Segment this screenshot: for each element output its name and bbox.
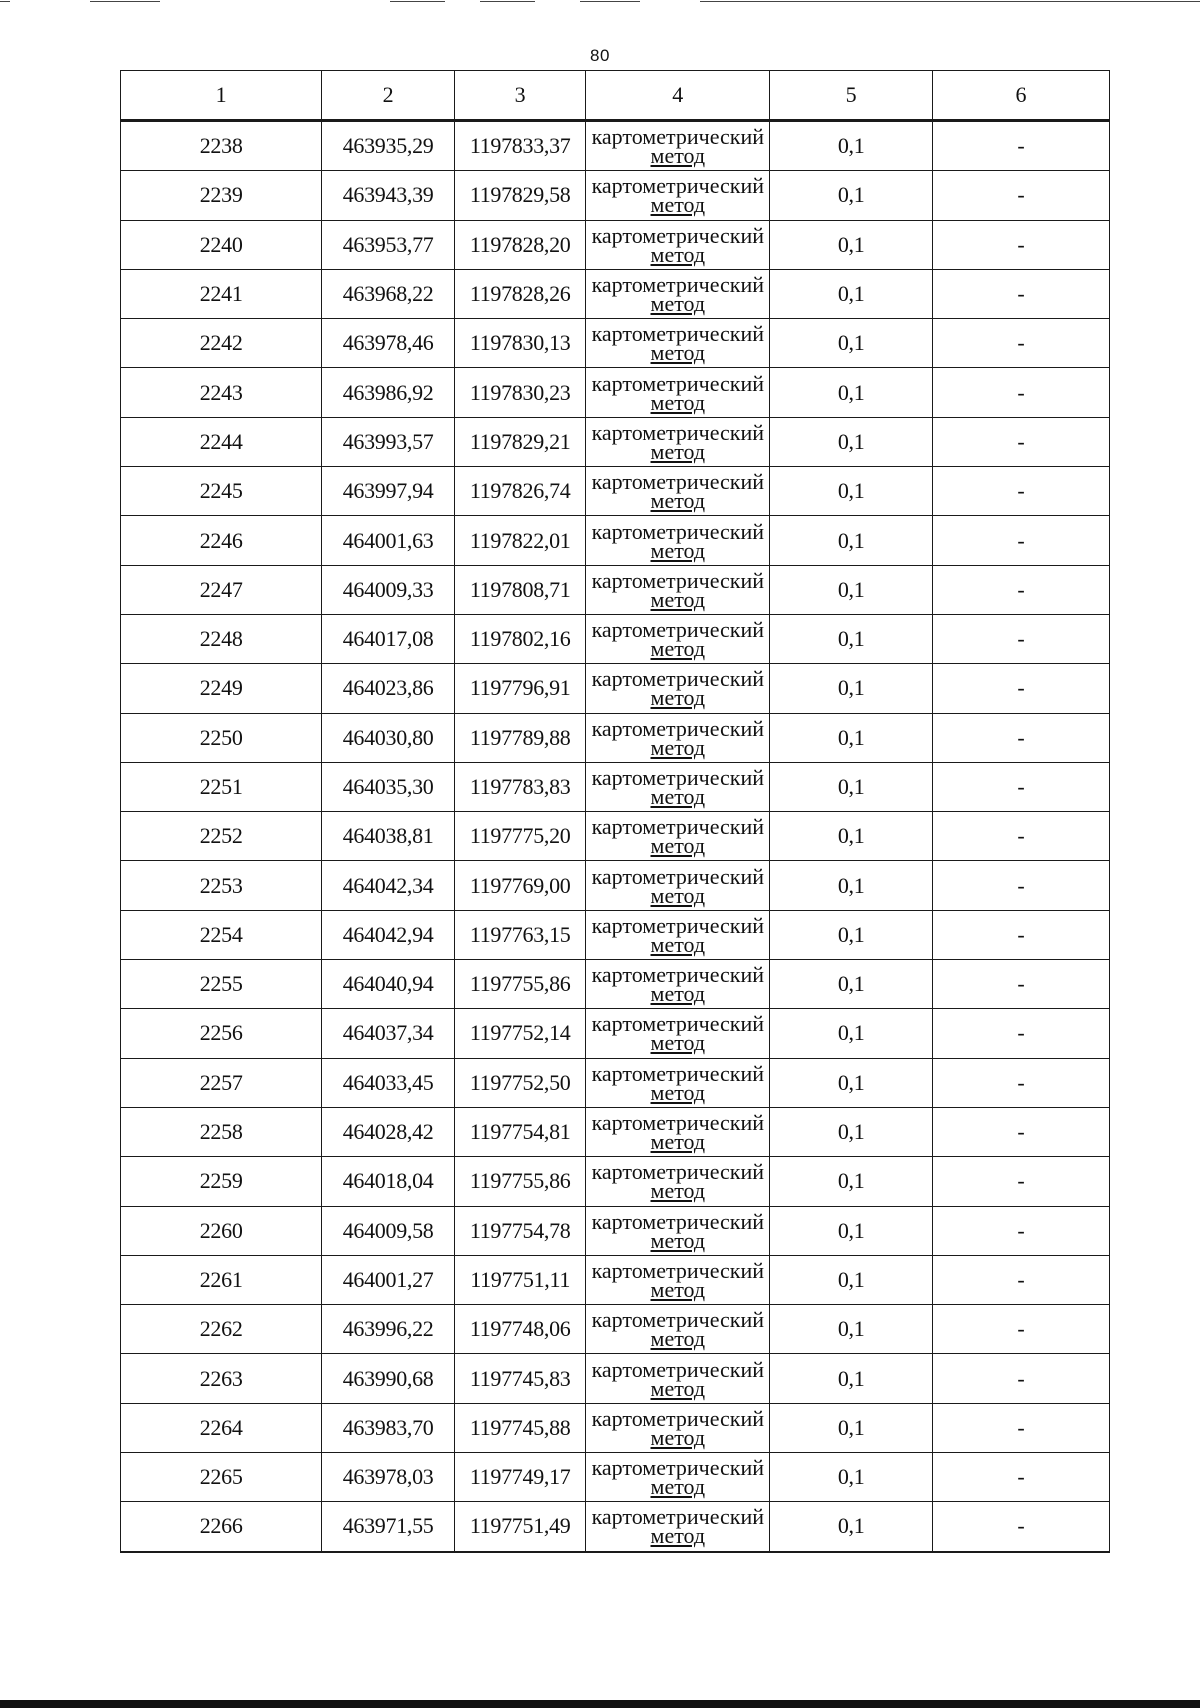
x-coordinate-cell: 464001,27	[322, 1255, 455, 1304]
y-coordinate-cell: 1197830,13	[454, 319, 585, 368]
method-line-2: метод	[650, 1227, 706, 1253]
point-number-cell: 2264	[121, 1403, 322, 1452]
table-row	[121, 1403, 1110, 1452]
x-coordinate-cell: 464001,63	[322, 516, 455, 565]
note-cell: -	[933, 1157, 1110, 1206]
table-row	[121, 516, 1110, 565]
y-coordinate-cell: 1197752,50	[454, 1058, 585, 1107]
note-cell: -	[933, 417, 1110, 466]
note-cell: -	[933, 319, 1110, 368]
y-coordinate-cell: 1197829,58	[454, 171, 585, 220]
table-row	[121, 1354, 1110, 1403]
method-cell	[586, 812, 770, 861]
column-header-x: 2	[322, 71, 455, 121]
method-line-1: картометрический	[591, 666, 765, 692]
method-line-2: метод	[650, 981, 706, 1007]
method-line-2: метод	[650, 1424, 706, 1450]
method-cell	[586, 1206, 770, 1255]
method-cell	[586, 713, 770, 762]
point-number-cell: 2240	[121, 220, 322, 269]
point-number-cell: 2266	[121, 1502, 322, 1552]
accuracy-cell: 0,1	[770, 319, 933, 368]
point-number-cell: 2261	[121, 1255, 322, 1304]
point-number-cell: 2260	[121, 1206, 322, 1255]
method-cell	[586, 1058, 770, 1107]
x-coordinate-cell: 463971,55	[322, 1502, 455, 1552]
y-coordinate-cell: 1197796,91	[454, 664, 585, 713]
y-coordinate-cell: 1197830,23	[454, 368, 585, 417]
method-line-2: метод	[650, 192, 706, 218]
method-cell	[586, 762, 770, 811]
method-line-2: метод	[650, 438, 706, 464]
point-number-cell: 2253	[121, 861, 322, 910]
method-line-1: картометрический	[591, 962, 765, 988]
x-coordinate-cell: 464042,34	[322, 861, 455, 910]
method-line-2: метод	[650, 537, 706, 563]
method-line-1: картометрический	[591, 1060, 765, 1086]
x-coordinate-cell: 464037,34	[322, 1009, 455, 1058]
x-coordinate-cell: 464017,08	[322, 614, 455, 663]
table-row	[121, 960, 1110, 1009]
table-row	[121, 1107, 1110, 1156]
column-header-y: 3	[454, 71, 585, 121]
method-line-2: метод	[650, 833, 706, 859]
method-line-1: картометрический	[591, 814, 765, 840]
method-cell	[586, 861, 770, 910]
method-line-1: картометрический	[591, 1257, 765, 1283]
table-row	[121, 565, 1110, 614]
method-line-1: картометрический	[591, 1011, 765, 1037]
point-number-cell: 2245	[121, 467, 322, 516]
note-cell: -	[933, 1354, 1110, 1403]
method-line-1: картометрический	[591, 321, 765, 347]
note-cell: -	[933, 121, 1110, 171]
accuracy-cell: 0,1	[770, 861, 933, 910]
method-line-2: метод	[650, 291, 706, 317]
x-coordinate-cell: 463997,94	[322, 467, 455, 516]
point-number-cell: 2259	[121, 1157, 322, 1206]
point-number-cell: 2262	[121, 1305, 322, 1354]
y-coordinate-cell: 1197749,17	[454, 1453, 585, 1502]
method-line-2: метод	[650, 1030, 706, 1056]
method-cell	[586, 121, 770, 171]
method-cell	[586, 664, 770, 713]
y-coordinate-cell: 1197808,71	[454, 565, 585, 614]
method-line-2: метод	[650, 1375, 706, 1401]
method-cell	[586, 960, 770, 1009]
x-coordinate-cell: 463996,22	[322, 1305, 455, 1354]
method-cell	[586, 1157, 770, 1206]
method-line-2: метод	[650, 1079, 706, 1105]
table-row	[121, 812, 1110, 861]
note-cell: -	[933, 713, 1110, 762]
x-coordinate-cell: 464023,86	[322, 664, 455, 713]
x-coordinate-cell: 463986,92	[322, 368, 455, 417]
method-line-2: метод	[650, 241, 706, 267]
point-number-cell: 2258	[121, 1107, 322, 1156]
method-line-1: картометрический	[591, 765, 765, 790]
y-coordinate-cell: 1197754,81	[454, 1107, 585, 1156]
method-line-2: метод	[650, 389, 706, 415]
point-number-cell: 2249	[121, 664, 322, 713]
x-coordinate-cell: 464035,30	[322, 762, 455, 811]
method-line-2: метод	[650, 1129, 706, 1155]
accuracy-cell: 0,1	[770, 910, 933, 959]
x-coordinate-cell: 463978,46	[322, 319, 455, 368]
method-cell	[586, 1354, 770, 1403]
scan-bottom-edge	[0, 1700, 1200, 1708]
method-line-1: картометрический	[591, 222, 765, 248]
method-line-1: картометрический	[591, 1504, 765, 1530]
method-line-2: метод	[650, 488, 706, 514]
method-cell	[586, 1453, 770, 1502]
table-row	[121, 269, 1110, 318]
table-row	[121, 1255, 1110, 1304]
table-row	[121, 1502, 1110, 1552]
method-line-1: картометрический	[591, 370, 765, 396]
note-cell: -	[933, 664, 1110, 713]
y-coordinate-cell: 1197828,26	[454, 269, 585, 318]
accuracy-cell: 0,1	[770, 1453, 933, 1502]
x-coordinate-cell: 463978,03	[322, 1453, 455, 1502]
accuracy-cell: 0,1	[770, 664, 933, 713]
point-number-cell: 2254	[121, 910, 322, 959]
note-cell: -	[933, 614, 1110, 663]
page-number: 80	[590, 46, 610, 65]
accuracy-cell: 0,1	[770, 269, 933, 318]
accuracy-cell: 0,1	[770, 1354, 933, 1403]
method-line-1: картометрический	[591, 124, 765, 150]
method-line-1: картометрический	[591, 617, 765, 643]
method-line-2: метод	[650, 1276, 706, 1302]
point-number-cell: 2251	[121, 762, 322, 811]
method-cell	[586, 910, 770, 959]
note-cell: -	[933, 565, 1110, 614]
x-coordinate-cell: 464033,45	[322, 1058, 455, 1107]
y-coordinate-cell: 1197755,86	[454, 960, 585, 1009]
method-cell	[586, 1305, 770, 1354]
scan-top-edge	[0, 0, 1200, 6]
x-coordinate-cell: 463990,68	[322, 1354, 455, 1403]
accuracy-cell: 0,1	[770, 220, 933, 269]
method-line-2: метод	[650, 931, 706, 957]
method-line-1: картометрический	[591, 863, 765, 889]
note-cell: -	[933, 1305, 1110, 1354]
table-row	[121, 614, 1110, 663]
table-row	[121, 121, 1110, 171]
x-coordinate-cell: 463953,77	[322, 220, 455, 269]
method-cell	[586, 565, 770, 614]
table-row	[121, 319, 1110, 368]
method-line-1: картометрический	[591, 567, 765, 593]
method-line-1: картометрический	[591, 469, 765, 495]
accuracy-cell: 0,1	[770, 1255, 933, 1304]
column-header-note: 6	[933, 71, 1110, 121]
method-line-2: метод	[650, 586, 706, 612]
coordinates-table	[120, 70, 1110, 1553]
y-coordinate-cell: 1197828,20	[454, 220, 585, 269]
table-row	[121, 1206, 1110, 1255]
note-cell: -	[933, 1403, 1110, 1452]
table-row	[121, 417, 1110, 466]
accuracy-cell: 0,1	[770, 812, 933, 861]
x-coordinate-cell: 464040,94	[322, 960, 455, 1009]
accuracy-cell: 0,1	[770, 368, 933, 417]
accuracy-cell: 0,1	[770, 1206, 933, 1255]
header-row	[121, 71, 1110, 121]
method-line-1: картометрический	[591, 1110, 765, 1136]
x-coordinate-cell: 463935,29	[322, 121, 455, 171]
y-coordinate-cell: 1197748,06	[454, 1305, 585, 1354]
point-number-cell: 2265	[121, 1453, 322, 1502]
table-row	[121, 220, 1110, 269]
table-row	[121, 1009, 1110, 1058]
accuracy-cell: 0,1	[770, 1403, 933, 1452]
table-row	[121, 1157, 1110, 1206]
note-cell: -	[933, 812, 1110, 861]
note-cell: -	[933, 1009, 1110, 1058]
method-line-1: картометрический	[591, 715, 765, 741]
method-line-2: метод	[650, 1523, 706, 1549]
method-cell	[586, 1255, 770, 1304]
y-coordinate-cell: 1197755,86	[454, 1157, 585, 1206]
table-row	[121, 762, 1110, 811]
x-coordinate-cell: 464030,80	[322, 713, 455, 762]
note-cell: -	[933, 1206, 1110, 1255]
method-line-1: картометрический	[591, 272, 765, 298]
note-cell: -	[933, 516, 1110, 565]
note-cell: -	[933, 1058, 1110, 1107]
method-cell	[586, 1009, 770, 1058]
accuracy-cell: 0,1	[770, 417, 933, 466]
accuracy-cell: 0,1	[770, 516, 933, 565]
point-number-cell: 2243	[121, 368, 322, 417]
method-line-1: картометрический	[591, 1307, 765, 1333]
y-coordinate-cell: 1197745,88	[454, 1403, 585, 1452]
y-coordinate-cell: 1197802,16	[454, 614, 585, 663]
method-cell	[586, 516, 770, 565]
note-cell: -	[933, 368, 1110, 417]
note-cell: -	[933, 1502, 1110, 1552]
method-cell	[586, 319, 770, 368]
x-coordinate-cell: 464028,42	[322, 1107, 455, 1156]
point-number-cell: 2252	[121, 812, 322, 861]
note-cell: -	[933, 960, 1110, 1009]
x-coordinate-cell: 463993,57	[322, 417, 455, 466]
method-cell	[586, 171, 770, 220]
method-line-2: метод	[650, 1326, 706, 1352]
note-cell: -	[933, 762, 1110, 811]
accuracy-cell: 0,1	[770, 1107, 933, 1156]
table-row	[121, 713, 1110, 762]
point-number-cell: 2238	[121, 121, 322, 171]
method-cell	[586, 467, 770, 516]
point-number-cell: 2257	[121, 1058, 322, 1107]
table-row	[121, 1058, 1110, 1107]
table-row	[121, 467, 1110, 516]
method-line-2: метод	[650, 784, 706, 809]
method-line-2: метод	[650, 340, 706, 366]
table-row	[121, 910, 1110, 959]
method-cell	[586, 368, 770, 417]
y-coordinate-cell: 1197763,15	[454, 910, 585, 959]
note-cell: -	[933, 1107, 1110, 1156]
x-coordinate-cell: 464009,58	[322, 1206, 455, 1255]
accuracy-cell: 0,1	[770, 713, 933, 762]
method-line-1: картометрический	[591, 1159, 765, 1185]
note-cell: -	[933, 1255, 1110, 1304]
method-cell	[586, 1502, 770, 1552]
point-number-cell: 2263	[121, 1354, 322, 1403]
y-coordinate-cell: 1197789,88	[454, 713, 585, 762]
note-cell: -	[933, 861, 1110, 910]
method-line-1: картометрический	[591, 1356, 765, 1382]
method-line-2: метод	[650, 882, 706, 908]
accuracy-cell: 0,1	[770, 121, 933, 171]
y-coordinate-cell: 1197752,14	[454, 1009, 585, 1058]
method-line-1: картометрический	[591, 518, 765, 544]
y-coordinate-cell: 1197822,01	[454, 516, 585, 565]
x-coordinate-cell: 463943,39	[322, 171, 455, 220]
accuracy-cell: 0,1	[770, 960, 933, 1009]
method-cell	[586, 614, 770, 663]
y-coordinate-cell: 1197745,83	[454, 1354, 585, 1403]
method-line-1: картометрический	[591, 1208, 765, 1234]
point-number-cell: 2239	[121, 171, 322, 220]
accuracy-cell: 0,1	[770, 1009, 933, 1058]
accuracy-cell: 0,1	[770, 1157, 933, 1206]
point-number-cell: 2248	[121, 614, 322, 663]
table-row	[121, 368, 1110, 417]
table-row	[121, 1305, 1110, 1354]
accuracy-cell: 0,1	[770, 614, 933, 663]
point-number-cell: 2255	[121, 960, 322, 1009]
method-line-1: картометрический	[591, 912, 765, 938]
accuracy-cell: 0,1	[770, 1058, 933, 1107]
point-number-cell: 2246	[121, 516, 322, 565]
x-coordinate-cell: 464009,33	[322, 565, 455, 614]
method-line-2: метод	[650, 1178, 706, 1204]
method-line-2: метод	[650, 1474, 706, 1500]
accuracy-cell: 0,1	[770, 565, 933, 614]
x-coordinate-cell: 464042,94	[322, 910, 455, 959]
y-coordinate-cell: 1197826,74	[454, 467, 585, 516]
method-line-2: метод	[650, 685, 706, 711]
y-coordinate-cell: 1197833,37	[454, 121, 585, 171]
accuracy-cell: 0,1	[770, 1502, 933, 1552]
accuracy-cell: 0,1	[770, 1305, 933, 1354]
x-coordinate-cell: 463968,22	[322, 269, 455, 318]
table-row	[121, 861, 1110, 910]
x-coordinate-cell: 464018,04	[322, 1157, 455, 1206]
note-cell: -	[933, 269, 1110, 318]
method-cell	[586, 1403, 770, 1452]
column-header-method: 4	[586, 71, 770, 121]
note-cell: -	[933, 467, 1110, 516]
point-number-cell: 2256	[121, 1009, 322, 1058]
method-cell	[586, 220, 770, 269]
table-row	[121, 664, 1110, 713]
point-number-cell: 2241	[121, 269, 322, 318]
y-coordinate-cell: 1197775,20	[454, 812, 585, 861]
y-coordinate-cell: 1197751,49	[454, 1502, 585, 1552]
point-number-cell: 2242	[121, 319, 322, 368]
accuracy-cell: 0,1	[770, 171, 933, 220]
note-cell: -	[933, 171, 1110, 220]
table-body	[121, 121, 1110, 1552]
y-coordinate-cell: 1197783,83	[454, 762, 585, 811]
method-cell	[586, 269, 770, 318]
point-number-cell: 2250	[121, 713, 322, 762]
accuracy-cell: 0,1	[770, 762, 933, 811]
method-line-1: картометрический	[591, 1455, 765, 1481]
method-line-1: картометрический	[591, 1405, 765, 1431]
point-number-cell: 2244	[121, 417, 322, 466]
note-cell: -	[933, 1453, 1110, 1502]
method-line-2: метод	[650, 734, 706, 760]
method-cell	[586, 1107, 770, 1156]
table-row	[121, 171, 1110, 220]
x-coordinate-cell: 463983,70	[322, 1403, 455, 1452]
method-line-2: метод	[650, 636, 706, 662]
accuracy-cell: 0,1	[770, 467, 933, 516]
column-header-number: 1	[121, 71, 322, 121]
y-coordinate-cell: 1197754,78	[454, 1206, 585, 1255]
method-cell	[586, 417, 770, 466]
y-coordinate-cell: 1197829,21	[454, 417, 585, 466]
y-coordinate-cell: 1197769,00	[454, 861, 585, 910]
point-number-cell: 2247	[121, 565, 322, 614]
method-line-1: картометрический	[591, 419, 765, 445]
y-coordinate-cell: 1197751,11	[454, 1255, 585, 1304]
table-row	[121, 1453, 1110, 1502]
method-line-2: метод	[650, 143, 706, 169]
note-cell: -	[933, 220, 1110, 269]
x-coordinate-cell: 464038,81	[322, 812, 455, 861]
method-line-1: картометрический	[591, 173, 765, 199]
note-cell: -	[933, 910, 1110, 959]
column-header-accuracy: 5	[770, 71, 933, 121]
